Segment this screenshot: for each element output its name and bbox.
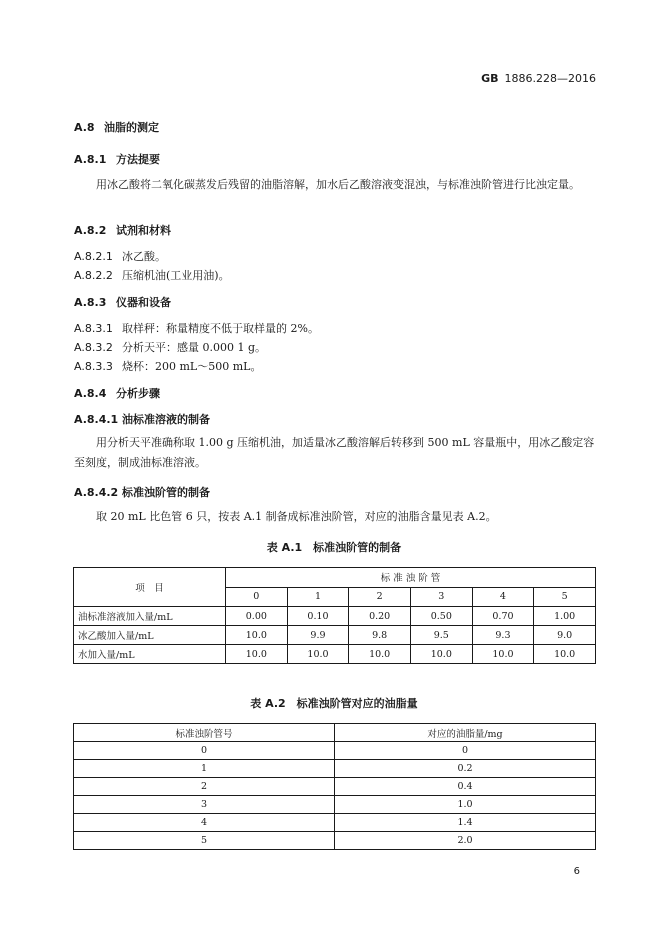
table-cell: 9.0 (534, 626, 596, 645)
table-cell: 9.9 (287, 626, 349, 645)
table-row (74, 832, 596, 850)
column-header: 2 (349, 587, 411, 607)
table-cell: 1.0 (335, 796, 596, 814)
paragraph-a842: 取 20 mL 比色管 6 只，按表 A.1 制备成标准浊阶管，对应的油脂含量见表 A.2。 (96, 510, 497, 523)
table-a1-caption: 表 A.1 标准浊阶管的制备 (266, 541, 402, 554)
table-row (74, 760, 596, 778)
column-header: 4 (472, 587, 534, 607)
row-label: 冰乙酸加入量/mL (74, 626, 226, 645)
standard-code: GB (481, 72, 499, 85)
table-cell: 10.0 (349, 645, 411, 664)
table-cell: 3 (74, 796, 335, 814)
table-cell: 0.20 (349, 607, 411, 626)
group-header-cell: 标 准 浊 阶 管 (226, 568, 596, 588)
table-cell: 0.2 (335, 760, 596, 778)
page-number: 6 (573, 866, 580, 877)
table-cell: 0.50 (410, 607, 472, 626)
table-cell: 0.4 (335, 778, 596, 796)
table-row (74, 645, 596, 664)
table-cell: 1.4 (335, 814, 596, 832)
table-cell: 10.0 (226, 645, 288, 664)
column-header: 3 (410, 587, 472, 607)
heading-a83: A.8.3 仪器和设备 (74, 296, 171, 309)
item-a832: A.8.3.2 分析天平：感量 0.000 1 g。 (74, 341, 267, 354)
table-cell: 10.0 (472, 645, 534, 664)
heading-a841: A.8.4.1 油标准溶液的制备 (74, 413, 210, 426)
column-header: 标准浊阶管号 (74, 724, 335, 742)
standard-number (481, 72, 596, 85)
table-cell: 10.0 (410, 645, 472, 664)
heading-a84: A.8.4 分析步骤 (74, 387, 160, 400)
table-cell: 0.10 (287, 607, 349, 626)
table-cell: 5 (74, 832, 335, 850)
table-row (74, 796, 596, 814)
table-row (74, 778, 596, 796)
paragraph-a81: 用冰乙酸将二氧化碳蒸发后残留的油脂溶解，加水后乙酸溶液变混浊，与标准浊阶管进行比浊定量。 (96, 178, 580, 191)
column-header: 对应的油脂量/mg (335, 724, 596, 742)
item-a821: A.8.2.1 冰乙酸。 (74, 250, 166, 263)
table-row (74, 607, 596, 626)
table-a1 (73, 567, 596, 664)
table-cell: 9.5 (410, 626, 472, 645)
item-a831: A.8.3.1 取样秤：称量精度不低于取样量的 2%。 (74, 322, 319, 335)
table-cell: 9.8 (349, 626, 411, 645)
table-a2-caption: 表 A.2 标准浊阶管对应的油脂量 (250, 697, 418, 710)
heading-a842: A.8.4.2 标准浊阶管的制备 (74, 486, 210, 499)
table-cell: 1.00 (534, 607, 596, 626)
row-label: 水加入量/mL (74, 645, 226, 664)
table-cell: 0.00 (226, 607, 288, 626)
table-row (74, 626, 596, 645)
table-cell: 10.0 (287, 645, 349, 664)
item-a822: A.8.2.2 压缩机油(工业用油)。 (74, 269, 230, 282)
heading-a8: A.8 油脂的测定 (74, 121, 159, 134)
heading-a81: A.8.1 方法提要 (74, 153, 160, 166)
paragraph-a841: 用分析天平准确称取 1.00 g 压缩机油，加适量冰乙酸溶解后转移到 500 mL 容量瓶中，用冰乙酸定容至刻度，制成油标准溶液。 (74, 436, 595, 469)
table-cell: 10.0 (534, 645, 596, 664)
table-cell: 2 (74, 778, 335, 796)
table-cell: 0.70 (472, 607, 534, 626)
item-a833: A.8.3.3 烧杯：200 mL～500 mL。 (74, 360, 262, 373)
column-header: 1 (287, 587, 349, 607)
table-cell: 0 (335, 742, 596, 760)
table-row (74, 742, 596, 760)
row-label: 油标准溶液加入量/mL (74, 607, 226, 626)
item-header-cell: 项 目 (74, 568, 226, 607)
table-cell: 0 (74, 742, 335, 760)
heading-a82: A.8.2 试剂和材料 (74, 224, 171, 237)
standard-id: 1886.228—2016 (504, 72, 596, 85)
table-cell: 2.0 (335, 832, 596, 850)
table-row (74, 814, 596, 832)
table-cell: 4 (74, 814, 335, 832)
column-header: 5 (534, 587, 596, 607)
column-header: 0 (226, 587, 288, 607)
table-cell: 10.0 (226, 626, 288, 645)
table-cell: 9.3 (472, 626, 534, 645)
table-a2 (73, 723, 596, 850)
table-cell: 1 (74, 760, 335, 778)
